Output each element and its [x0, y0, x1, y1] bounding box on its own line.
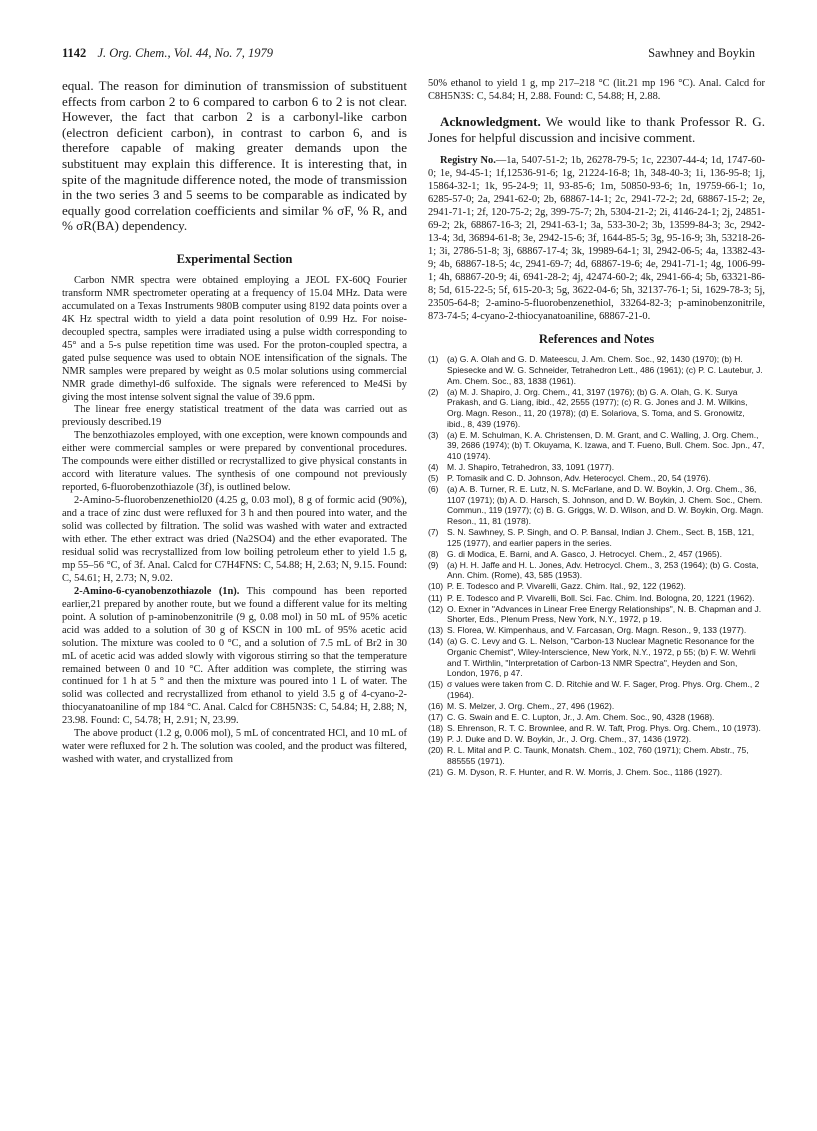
references-list	[428, 354, 765, 777]
reference-item	[428, 484, 765, 526]
reference-number: (10)	[428, 581, 444, 592]
reference-text: S. N. Sawhney, S. P. Singh, and O. P. Bansal, Indian J. Chem., Sect. B, 15B, 121, 125 (1977), and earlier papers in the series.	[447, 526, 755, 548]
reference-text: S. Ehrenson, R. T. C. Brownlee, and R. W. Taft, Prog. Phys. Org. Chem., 10 (1973).	[447, 723, 761, 734]
reference-number: (3)	[428, 429, 439, 440]
reference-item	[428, 745, 765, 766]
reference-item	[428, 473, 765, 484]
reference-text: G. M. Dyson, R. F. Hunter, and R. W. Morris, J. Chem. Soc., 1186 (1927).	[447, 767, 723, 778]
registry-paragraph	[428, 155, 765, 323]
reference-text: C. G. Swain and E. C. Lupton, Jr., J. Am. Chem. Soc., 90, 4328 (1968).	[447, 712, 715, 723]
reference-text: (a) G. C. Levy and G. L. Nelson, "Carbon-13 Nuclear Magnetic Resonance for the Organic Chemist", Wiley-Interscience, New York, N.Y., 1972, p 55; (b) F. W. Wehrli and T. Wirthlin, "Interpretation of Carbon-13 NMR Spectra", Heyden and Son, London, 1976, p 47.	[447, 636, 756, 679]
reference-item	[428, 604, 765, 625]
reference-item	[428, 701, 765, 712]
acknowledgment-text: We would like to thank Professor R. G. Jones for helpful discussion and incisive comment.	[428, 113, 765, 145]
reference-text: M. S. Melzer, J. Org. Chem., 27, 496 (1962).	[447, 700, 615, 711]
reference-text: σ values were taken from C. D. Ritchie and W. F. Sager, Prog. Phys. Org. Chem., 2 (1964).	[447, 679, 760, 700]
reference-text: (a) G. A. Olah and G. D. Mateescu, J. Am. Chem. Soc., 92, 1430 (1970); (b) H. Spiesecke and W. G. Schneider, Tetrahedron Lett., 486 (1961); (c) P. C. Lautebur, J. Am. Chem. Soc., 83, 1838 (1961).	[447, 354, 763, 386]
reference-number: (7)	[428, 526, 439, 537]
running-authors: Sawhney and Boykin	[648, 46, 755, 60]
reference-item	[428, 625, 765, 636]
reference-text: (a) A. B. Turner, R. E. Lutz, N. S. McFarlane, and D. W. Boykin, J. Org. Chem., 36, 1107 (1971); (b) A. D. Harsch, S. Johnson, and D. W. Boykin, J. Chem. Soc., Chem. Commun., 119 (1977); (c) B. G. Griggs, W. D. Wilson, and D. W. Boykin, Org. Magn. Reson., 11, 81 (1978).	[447, 484, 764, 526]
reference-text: S. Florea, W. Kimpenhaus, and V. Farcasan, Org. Magn. Reson., 9, 133 (1977).	[447, 625, 747, 636]
reference-number: (14)	[428, 636, 444, 647]
reference-item	[428, 679, 765, 700]
reference-number: (9)	[428, 559, 439, 570]
statistics-paragraph: The linear free energy statistical treatment of the data was carried out as previously described.19	[62, 404, 407, 429]
reference-item	[428, 527, 765, 548]
reference-item	[428, 712, 765, 723]
benzothiazoles-paragraph: The benzothiazoles employed, with one exception, were known compounds and either were commercial samples or were prepared by conventional procedures. The compounds were either distilled or recrystallized to give physical constants in accord with literature values. The synthesis of one compound not previously reported, 6-fluorobenzothiazole (3f), is outlined below.	[62, 430, 407, 494]
page-number: 1142	[62, 46, 87, 60]
left-column	[62, 78, 407, 767]
reference-text: P. E. Todesco and P. Vivarelli, Gazz. Chim. Ital., 92, 122 (1962).	[447, 581, 686, 592]
reference-item	[428, 549, 765, 560]
reference-item	[428, 593, 765, 604]
reference-number: (2)	[428, 386, 439, 397]
reference-item	[428, 560, 765, 581]
reference-number: (21)	[428, 767, 444, 778]
reference-text: O. Exner in "Advances in Linear Free Energy Relationships", N. B. Chapman and J. Shorter, Eds., Plenum Press, New York, N.Y., 1972, p 19.	[447, 603, 762, 625]
reference-number: (12)	[428, 603, 444, 614]
registry-heading: Registry No.	[440, 155, 496, 167]
reference-number: (1)	[428, 354, 439, 365]
reference-text: (a) H. H. Jaffe and H. L. Jones, Adv. Hetrocycl. Chem., 3, 253 (1964); (b) G. Costa, Ann. Chim. (Rome), 43, 585 (1953).	[447, 559, 759, 581]
product-paragraph: The above product (1.2 g, 0.006 mol), 5 mL of concentrated HCl, and 10 mL of water were refluxed for 2 h. The solution was cooled, and the product was filtered, washed with water, and crystallized from	[62, 728, 407, 766]
reference-item	[428, 636, 765, 678]
reference-number: (5)	[428, 473, 439, 484]
references-title: References and Notes	[538, 332, 655, 347]
amino-cyano-paragraph	[62, 586, 407, 728]
reference-item	[428, 462, 765, 473]
reference-item	[428, 354, 765, 386]
reference-number: (20)	[428, 745, 444, 756]
reference-item	[428, 387, 765, 429]
reference-number: (19)	[428, 734, 444, 745]
reference-text: P. J. Duke and D. W. Boykin, Jr., J. Org. Chem., 37, 1436 (1972).	[447, 734, 692, 745]
amino-cyano-heading: 2-Amino-6-cyanobenzothiazole (1n).	[74, 585, 240, 597]
right-column	[428, 78, 765, 778]
reference-text: P. E. Todesco and P. Vivarelli, Boll. Sci. Fac. Chim. Ind. Bologna, 20, 1221 (1962).	[447, 592, 755, 603]
experimental-section-title: Experimental Section	[176, 251, 293, 266]
reference-item	[428, 723, 765, 734]
reference-text: G. di Modica, E. Barni, and A. Gasco, J. Hetrocycl. Chem., 2, 457 (1965).	[447, 548, 722, 559]
reference-number: (4)	[428, 461, 439, 472]
amino-cyano-text: This compound has been reported earlier,21 prepared by another route, but we found a different value for its melting point. A solution of p-aminobenzonitrile (9 g, 0.08 mol) in 50 mL of 95% acetic acid was added to a solution of 30 g of KSCN in 100 mL of 95% acetic acid solution. The mixture was cooled to 0 °C, and a solution of 7.5 mL of Br2 in 30 mL of acetic acid was added slowly with vigorous stirring so that the temperature remained between 0 and 10 °C. After addition was complete, the stirring was continued for 1 h at 5 ° and then the mixture was poured into 1 L of water. The solid was collected and recrystallized from ethanol to yield 3.5 g of 4-cyano-2-thiocyanatoaniline of mp 184 °C. Anal. Calcd for C8H5N3S: C, 54.84; H, 2.88; N, 23.98. Found: C, 54.78; H, 2.91; N, 23.99.	[62, 585, 407, 727]
reference-number: (17)	[428, 712, 444, 723]
reference-number: (6)	[428, 484, 439, 495]
journal-citation: J. Org. Chem., Vol. 44, No. 7, 1979	[97, 46, 274, 60]
reference-number: (11)	[428, 592, 443, 603]
reference-number: (8)	[428, 548, 439, 559]
nmr-methods-paragraph: Carbon NMR spectra were obtained employing a JEOL FX-60Q Fourier transform NMR spectrometer operating at a frequency of 15.04 MHz. Data were accumulated on a Texas Instruments 980B computer using 8192 data points over a 4K Hz spectral width to yield a data point resolution of 0.99 Hz. For noise-decoupled spectra, samples were irradiated using a pulse width corresponding to 45° and a 5-s pulse repetition time was used. For the proton-coupled spectra, a gated pulse sequence was used to obtain NOE intensification of the signals. The NMR samples were prepared by weight as 0.5 molar solutions using commercial NMR grade dimethyl-d6 sulfoxide. The signals were referenced to Me4Si by giving the most intense solvent signal the value of 39.6 ppm.	[62, 274, 407, 403]
reference-number: (16)	[428, 700, 444, 711]
registry-text: —1a, 5407-51-2; 1b, 26278-79-5; 1c, 22307-44-4; 1d, 1747-60-0; 1e, 94-45-1; 1f,12536-91-6; 1g, 21224-16-8; 1h, 348-40-3; 1i, 136-95-8; 1j, 15864-32-1; 1k, 95-24-9; 1l, 93-85-6; 1m, 50850-93-6; 1n, 19759-66-1; 1o, 6285-57-0; 2a, 2941-62-0; 2b, 68867-14-1; 2c, 2941-72-2; 2d, 68867-15-2; 2e, 2941-71-1; 2f, 120-75-2; 2g, 399-75-7; 2h, 5304-21-2; 2i, 4146-24-1; 2j, 24851-69-2; 2k, 68867-16-3; 2l, 2941-63-1; 3a, 533-30-2; 3b, 13599-84-3; 3c, 2942-13-4; 3d, 36894-61-8; 3e, 2942-15-6; 3f, 1644-85-5; 3g, 95-16-9; 3h, 53218-26-1; 3i, 2786-51-8; 3j, 68867-17-4; 3k, 19989-64-1; 3l, 2942-06-5; 4a, 13382-43-9; 4b, 68867-18-5; 4c, 2941-69-7; 4d, 68867-19-6; 4e, 2941-71-1; 4g, 1006-99-1; 4h, 68867-20-9; 4i, 6941-28-2; 4j, 42474-60-2; 4k, 2941-66-4; 5b, 63321-86-8; 5d, 615-22-5; 5f, 615-20-3; 5g, 3622-04-6; 5h, 32137-76-1; 5i, 1629-78-3; 5j, 23505-64-8; 2-amino-5-fluorobenzenethiol, 33264-82-3; p-aminobenzonitrile, 873-74-5; 4-cyano-2-thiocyanatoaniline, 68867-21-0.	[428, 155, 765, 322]
acknowledgment-paragraph	[428, 114, 765, 145]
reference-item	[428, 767, 765, 778]
reference-text: P. Tomasik and C. D. Johnson, Adv. Heterocycl. Chem., 20, 54 (1976).	[447, 473, 711, 484]
reference-item	[428, 734, 765, 745]
reference-number: (13)	[428, 625, 444, 636]
continuation-paragraph: 50% ethanol to yield 1 g, mp 217–218 °C (lit.21 mp 196 °C). Anal. Calcd for C8H5N3S: C, 54.84; H, 2.88. Found: C, 54.88; H, 2.88.	[428, 78, 765, 102]
reference-text: (a) E. M. Schulman, K. A. Christensen, D. M. Grant, and C. Walling, J. Org. Chem., 39, 2686 (1974); (b) T. Okuyama, K. Izawa, and T. Fueno, Bull. Chem. Soc. Jpn., 47, 410 (1974).	[447, 429, 765, 461]
reference-item	[428, 430, 765, 462]
reference-text: R. L. Mital and P. C. Taunk, Monatsh. Chem., 102, 760 (1971); Chem. Abstr., 75, 885555 (1971).	[447, 745, 749, 766]
page-header	[62, 46, 755, 64]
reference-text: M. J. Shapiro, Tetrahedron, 33, 1091 (1977).	[447, 461, 615, 472]
acknowledgment-heading: Acknowledgment.	[440, 113, 541, 129]
reference-number: (15)	[428, 679, 444, 690]
reference-number: (18)	[428, 723, 444, 734]
intro-paragraph: equal. The reason for diminution of transmission of substituent effects from carbon 2 to 6 compared to carbon 6 to 2 is not clear. However, the fact that carbon 2 is a carbonyl-like carbon (electron deficient carbon), in contrast to carbon 6, and is therefore capable of making greater demands upon the substituent may explain this difference. It is interesting that, in spite of the magnitude difference noted, the mode of transmission in the two series 3 and 5 seems to be comparable as indicated by equally good correlation coefficients and similar % σF, % R, and % σR(BA) dependency.	[62, 78, 407, 234]
reference-item	[428, 581, 765, 592]
reference-text: (a) M. J. Shapiro, J. Org. Chem., 41, 3197 (1976); (b) G. A. Olah, G. K. Surya Prakash, and G. Liang, ibid., 42, 2555 (1977); (c) R. G. Jones and J. M. Wilkins, Org. Magn. Reson., 11, 20 (1978); (d) E. Solariova, S. Toma, and S. Gronowitz, ibid., 8, 439 (1976).	[447, 386, 748, 429]
fluoro-synthesis-paragraph: 2-Amino-5-fluorobenzenethiol20 (4.25 g, 0.03 mol), 8 g of formic acid (90%), and a trace of zinc dust were refluxed for 3 h and then poured into water, and the solid was collected by filtration. The solid was washed with water and extracted with ether. The ether extract was dried (Na2SO4) and the ether evaporated. The residual solid was recrystallized from low boiling petroleum ether to yield 1.5 g, mp 55–56 °C, of 3f. Anal. Calcd for C7H4FNS: C, 54.88; H, 2.63; N, 9.15. Found: C, 54.61; H, 2.73; N, 9.02.	[62, 495, 407, 584]
